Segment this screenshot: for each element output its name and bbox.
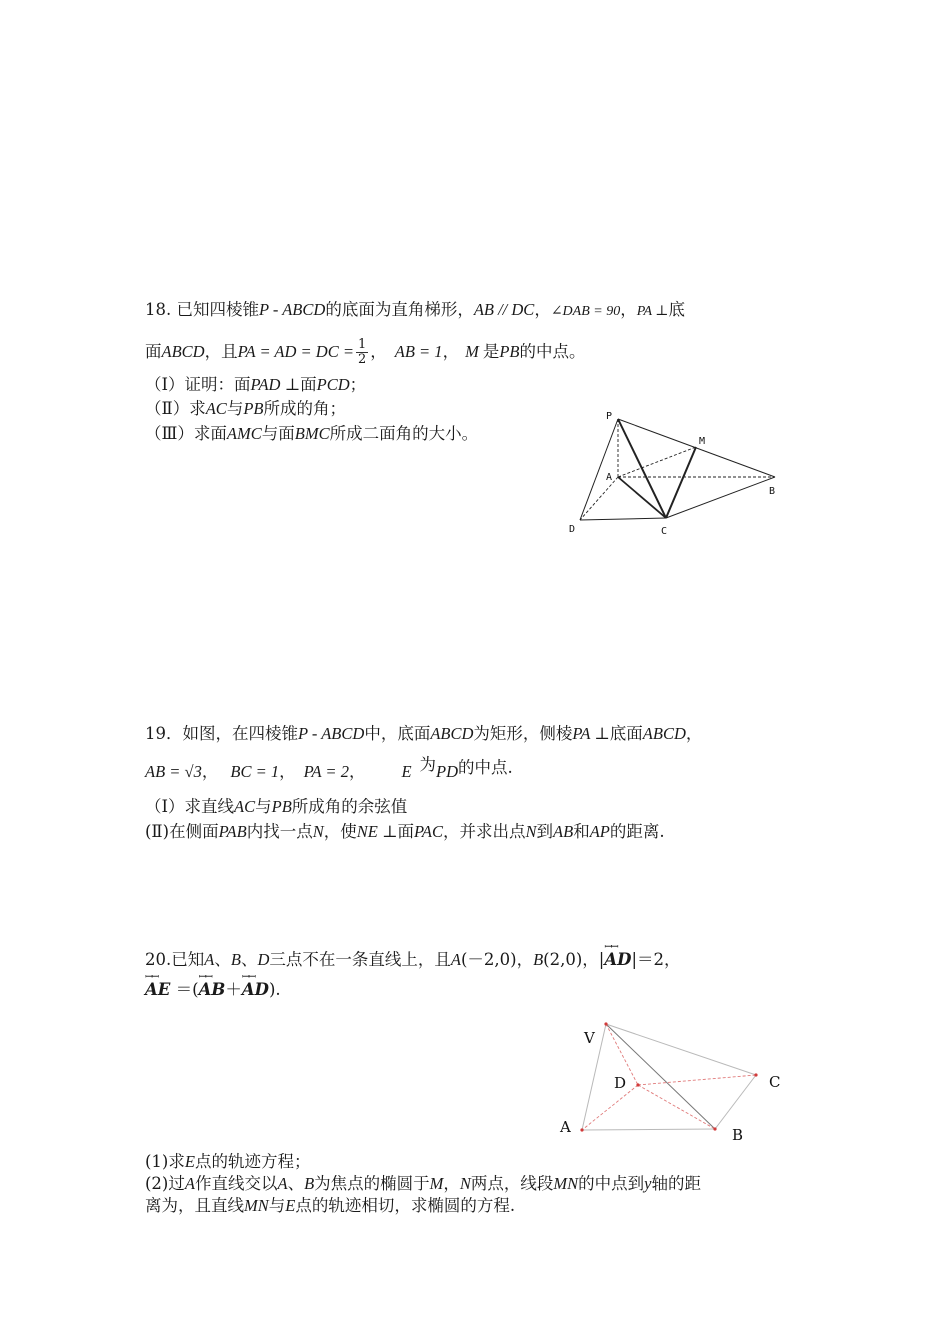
text: ， — [685, 724, 703, 743]
edge-PD — [580, 419, 618, 520]
text: 作直线交以 — [194, 1174, 278, 1193]
text: 中，底面 — [364, 724, 431, 743]
q19-part1 — [145, 797, 407, 817]
math: AC — [234, 797, 256, 816]
text: 三点不在一条直线上，且 — [269, 950, 451, 969]
text: 与 — [255, 797, 272, 816]
q18-part2 — [145, 399, 346, 419]
math: E — [184, 1152, 195, 1171]
text: ， — [534, 300, 551, 319]
math: AB = 1 — [394, 342, 443, 361]
point-C — [754, 1073, 757, 1076]
edge-CB — [666, 477, 775, 518]
text: （Ⅰ）求直线 — [145, 797, 235, 816]
text: ， — [443, 1174, 460, 1193]
text: ， — [442, 342, 460, 361]
math: PA ⊥ — [636, 304, 669, 319]
text: 点的轨迹相切，求椭圆的方程. — [295, 1196, 516, 1215]
text: 面 — [300, 375, 317, 394]
math: PAD ⊥ — [250, 375, 301, 394]
text: (－2,0)， — [460, 950, 534, 969]
math: PB — [271, 797, 292, 816]
text: ，并求出点 — [443, 822, 526, 841]
math: MN — [244, 1196, 269, 1215]
text: 19．如图，在四棱锥 — [145, 724, 298, 743]
text: 到 — [536, 822, 554, 841]
math: PAB — [218, 822, 247, 841]
label-A: A — [560, 1118, 571, 1136]
math: D — [257, 950, 270, 969]
text: ， — [370, 342, 387, 361]
math: AB = √3 — [145, 762, 202, 781]
math: N — [525, 822, 537, 841]
label-B: B — [769, 486, 776, 497]
label-A: A — [606, 472, 613, 483]
text: （Ⅲ）求面 — [145, 424, 227, 443]
text: （Ⅱ）求 — [145, 399, 206, 418]
q20-part2 — [145, 1174, 701, 1194]
text: 所成的角； — [263, 399, 346, 418]
math: A — [277, 1174, 288, 1193]
math: PAC — [413, 822, 444, 841]
text: ＋ — [225, 980, 242, 999]
text: 为焦点的椭圆于 — [314, 1174, 430, 1193]
point-V — [604, 1022, 607, 1025]
math: ∠DAB = 90 — [550, 304, 621, 319]
fraction — [356, 338, 368, 367]
math: PB — [243, 399, 264, 418]
math: PA = AD = DC = — [237, 342, 354, 361]
label-D: D — [614, 1074, 627, 1092]
math: A — [184, 1174, 195, 1193]
q20-line1 — [145, 950, 681, 970]
text: 为矩形，侧棱 — [473, 724, 573, 743]
text: 与 — [268, 1196, 286, 1215]
edge-AC — [618, 477, 666, 518]
text: 的中点。 — [519, 342, 586, 361]
text: ＝( — [170, 980, 199, 999]
math: ABCD — [161, 342, 205, 361]
text: ， — [620, 300, 637, 319]
text: ). — [268, 980, 281, 999]
q18-part1 — [145, 375, 366, 395]
text: 轴的距 — [651, 1174, 701, 1193]
math: E — [401, 762, 412, 781]
math: AP — [589, 822, 610, 841]
q19-line2 — [145, 755, 513, 782]
label-P: P — [606, 411, 613, 422]
edge-AD — [580, 477, 618, 520]
math: B — [533, 950, 544, 969]
text: （Ⅰ）证明：面 — [145, 375, 251, 394]
text: 、 — [240, 950, 258, 969]
math: ABCD — [642, 724, 686, 743]
q18-line1 — [145, 300, 685, 322]
vector-AD: ꟷꟷ AD — [242, 980, 269, 1000]
math: P - ABCD — [259, 300, 326, 319]
math: A — [204, 950, 215, 969]
text: ； — [349, 375, 367, 394]
q19-line1 — [145, 724, 702, 744]
text: 离为，且直线 — [145, 1196, 244, 1215]
math: PCD — [316, 375, 350, 394]
text: 底面 — [609, 724, 643, 743]
math: ABCD — [430, 724, 474, 743]
math: AMC — [226, 424, 262, 443]
text: 的底面为直角梯形， — [325, 300, 474, 319]
text: 是 — [482, 342, 500, 361]
math: A — [450, 950, 461, 969]
math: PA ⊥ — [572, 724, 610, 743]
text: 与 — [226, 399, 244, 418]
text: 所成二面角的大小。 — [329, 424, 479, 443]
math: N — [459, 1174, 471, 1193]
text: 面 — [397, 822, 414, 841]
text: 为 — [419, 755, 437, 774]
math: AC — [205, 399, 227, 418]
text: 内找一点 — [246, 822, 313, 841]
text: ， — [348, 762, 366, 781]
q18-line2 — [145, 338, 585, 367]
math: AB — [553, 822, 574, 841]
point-B — [713, 1127, 716, 1130]
q20-line2 — [145, 980, 281, 1000]
q20-part1 — [145, 1152, 310, 1172]
q19-part2 — [145, 822, 665, 842]
text: 18. 已知四棱锥 — [145, 300, 259, 319]
text: 点的轨迹方程； — [194, 1152, 311, 1171]
vector-AE: ꟷꟷ AE — [145, 980, 170, 1000]
math: B — [304, 1174, 315, 1193]
math: BMC — [294, 424, 330, 443]
math: N — [312, 822, 324, 841]
q18-pyramid-figure — [560, 405, 790, 540]
edge-DC — [580, 518, 666, 520]
q20-part3 — [145, 1196, 515, 1216]
edge-VC — [606, 1024, 756, 1075]
text: (2)过 — [145, 1174, 185, 1193]
text: 两点，线段 — [470, 1174, 554, 1193]
text: 的中点到 — [578, 1174, 645, 1193]
q20-tetra-figure — [550, 1010, 790, 1150]
text: 的距离. — [609, 822, 665, 841]
math: PB — [499, 342, 520, 361]
edge-AB — [582, 1129, 715, 1130]
text: 所成角的余弦值 — [291, 797, 408, 816]
text: ， — [279, 762, 296, 781]
text: 、 — [214, 950, 231, 969]
text: 面 — [145, 342, 162, 361]
text: ， — [201, 762, 219, 781]
math: M — [429, 1174, 444, 1193]
text: (2,0)，| — [543, 950, 605, 969]
text: ，使 — [323, 822, 357, 841]
fraction-numerator: 1 — [357, 337, 367, 352]
vector-AD: ꟷꟷ AD — [604, 950, 631, 970]
edge-DC — [638, 1075, 756, 1085]
text: 与面 — [261, 424, 295, 443]
text: |＝2， — [631, 950, 681, 969]
q18-part3 — [145, 424, 478, 444]
math: BC = 1 — [230, 762, 280, 781]
text: 和 — [573, 822, 590, 841]
label-B: B — [732, 1126, 744, 1144]
edge-BC — [715, 1075, 756, 1129]
math: E — [285, 1196, 296, 1215]
label-V: V — [584, 1029, 595, 1047]
text: (Ⅱ)在侧面 — [145, 822, 219, 841]
fraction-denominator: 2 — [357, 352, 367, 367]
text: ，且 — [204, 342, 238, 361]
label-D: D — [569, 524, 576, 535]
math: P - ABCD — [298, 724, 365, 743]
text: 20.已知 — [145, 950, 205, 969]
label-C: C — [769, 1073, 781, 1091]
label-C: C — [661, 526, 668, 537]
text: 的中点. — [458, 758, 513, 777]
point-D — [636, 1083, 639, 1086]
vector-AB: ꟷꟷ AB — [199, 980, 226, 1000]
text: 、 — [287, 1174, 305, 1193]
point-A — [580, 1128, 583, 1131]
math: y — [644, 1174, 652, 1193]
edge-CM — [666, 447, 696, 518]
math: PA = 2 — [303, 762, 349, 781]
math: M — [465, 342, 479, 361]
math: PD — [436, 762, 459, 781]
math: NE ⊥ — [356, 822, 398, 841]
math: MN — [553, 1174, 579, 1193]
math: B — [230, 950, 241, 969]
label-M: M — [699, 436, 706, 447]
text: 底 — [668, 300, 685, 319]
text: (1)求 — [145, 1152, 185, 1171]
math: AB // DC — [473, 300, 535, 319]
